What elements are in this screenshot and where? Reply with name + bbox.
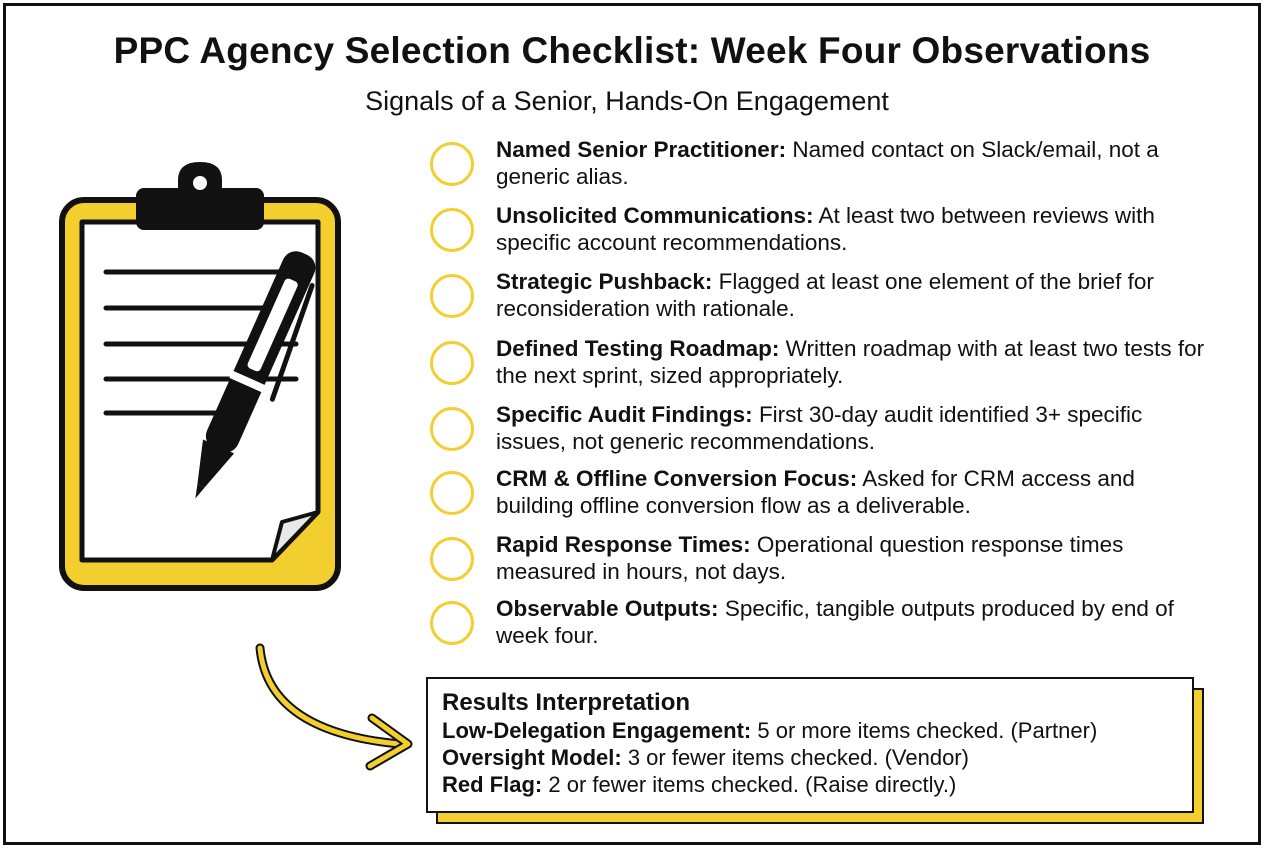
checklist-item-text [496,268,1216,322]
checklist-item-label: Strategic Pushback: [496,269,713,294]
checklist-item-description: Flagged at least one element of the brief for reconsideration with rationale. [496,269,1154,321]
checklist-item[interactable] [428,268,1228,338]
checklist-item-text [496,335,1216,389]
checklist-item-description: Operational question response times measured in hours, not days. [496,532,1124,584]
page-title: PPC Agency Selection Checklist: Week Four Observations [113,30,1151,71]
checklist-item-description: Specific, tangible outputs produced by end of week four. [496,596,1174,648]
results-line-label: Low-Delegation Engagement: [442,718,752,743]
checklist-item-label: Observable Outputs: [496,596,719,621]
checklist-item-text [496,401,1216,455]
results-line-text: 3 or fewer items checked. (Vendor) [627,745,969,770]
results-line [442,771,1178,798]
checklist-item[interactable] [428,202,1228,272]
checkbox-circle-icon[interactable] [430,142,474,186]
checklist-item[interactable] [428,401,1228,471]
checklist-item[interactable] [428,595,1228,665]
page-subtitle: Signals of a Senior, Hands-On Engagement [365,86,889,116]
checklist-item-label: Defined Testing Roadmap: [496,336,780,361]
results-line-text: 5 or more items checked. (Partner) [757,718,1098,743]
checklist-item-description: Named contact on Slack/email, not a generic alias. [496,137,1159,189]
checklist-item-description: At least two between reviews with specific account recommendations. [496,203,1155,255]
checkbox-circle-icon[interactable] [430,407,474,451]
results-line-label: Oversight Model: [442,745,622,770]
checklist-item-text [496,136,1216,190]
checklist-item-text [496,595,1216,649]
checklist-item-label: Rapid Response Times: [496,532,751,557]
checklist-item-label: Unsolicited Communications: [496,203,814,228]
checklist-item[interactable] [428,465,1228,535]
checkbox-circle-icon[interactable] [430,208,474,252]
checklist-item-description: Asked for CRM access and building offline conversion flow as a deliverable. [496,466,1135,518]
clipboard-icon [50,150,410,610]
checklist-item-label: Named Senior Practitioner: [496,137,787,162]
checkbox-circle-icon[interactable] [430,341,474,385]
checkbox-circle-icon[interactable] [430,537,474,581]
checklist-item-description: Written roadmap with at least two tests for the next sprint, sized appropriately. [496,336,1205,388]
checklist-item-label: Specific Audit Findings: [496,402,753,427]
checklist-item[interactable] [428,136,1228,206]
checkbox-circle-icon[interactable] [430,471,474,515]
checkbox-circle-icon[interactable] [430,601,474,645]
checkbox-circle-icon[interactable] [430,274,474,318]
checklist-item[interactable] [428,335,1228,405]
results-line [442,717,1178,744]
results-title: Results Interpretation [442,689,691,716]
checklist-item-label: CRM & Offline Conversion Focus: [496,466,858,491]
checklist-item-text [496,465,1216,519]
results-line [442,744,1178,771]
results-line-text: 2 or fewer items checked. (Raise directly.) [548,772,957,797]
checklist-item-text [496,202,1216,256]
checklist-item-text [496,531,1216,585]
results-box [426,677,1194,813]
checklist-item-description: First 30-day audit identified 3+ specific issues, not generic recommendations. [496,402,1143,454]
checklist-item[interactable] [428,531,1228,601]
results-line-label: Red Flag: [442,772,543,797]
curved-arrow-icon [240,640,420,780]
